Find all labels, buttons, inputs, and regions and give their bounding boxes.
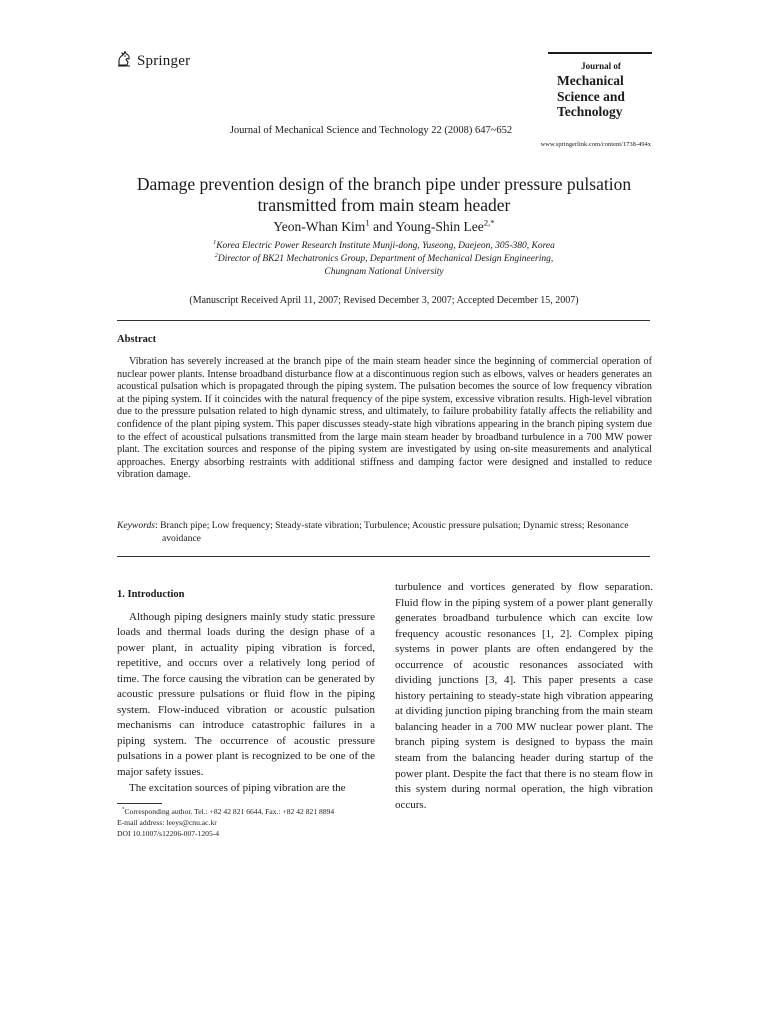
journal-masthead	[548, 52, 652, 120]
affiliations	[0, 240, 768, 279]
author-separator: and	[369, 219, 396, 234]
affiliation-2	[0, 253, 768, 266]
journal-url[interactable]: www.springerlink.com/content/1738-494x	[540, 141, 651, 148]
manuscript-dates: (Manuscript Received April 11, 2007; Revised December 3, 2007; Accepted December 15, 2007)	[189, 295, 579, 306]
footnote-text: Corresponding author. Tel.: +82 42 821 6644, Fax.: +82 42 821 8894	[124, 807, 335, 816]
journal-name	[548, 73, 652, 120]
author-affil-mark: 2,*	[483, 217, 495, 228]
journal-citation: Journal of Mechanical Science and Technology 22 (2008) 647~652	[229, 125, 513, 136]
affiliation-2-cont: Chungnam National University	[324, 267, 444, 277]
author-name: Yeon-Whan Kim	[273, 219, 366, 234]
footnote-mark: *	[122, 807, 125, 813]
right-column	[395, 580, 653, 813]
title-line: Damage prevention design of the branch pipe under pressure pulsation	[136, 174, 632, 194]
footnote-corresponding	[117, 806, 375, 817]
masthead-rule	[548, 52, 652, 54]
title-line: transmitted from main steam header	[257, 195, 511, 215]
author-name: Young-Shin Lee	[395, 219, 484, 234]
paragraph: turbulence and vortices generated by flow separation. Fluid flow in the piping system of a power plant generally generates broadband turbulence which can excite low frequency acoustic resonances [1, 2]. Complex piping systems in power plants are often endangered by the occurrence of acoustic resonances associated with dividing junctions [3, 4]. This paper presents a case history pertaining to steady-state high vibration appearing at dividing junction piping branching from the main steam balancing header in a 700 MW nuclear power plant. The branch piping system is designed to bypass the main steam from the balancing header during startup of the power plant. Despite the fact that there is no steam flow in this system during normal operation, the high vibration occurs.	[395, 581, 653, 811]
paragraph: Although piping designers mainly study static pressure loads and thermal loads during the design phase of a power plant, in actuality piping vibration is forced, repetitive, and occurs over a relatively long period of time. The force causing the vibration can be generated by acoustic pressure pulsations or fluid flow in the piping system. Flow-induced vibration or acoustic pulsation mechanisms can introduce catastrophic failures in a piping system. The occurrence of acoustic pressure pulsations in a power plant is recognized to be one of the major safety issues.	[117, 610, 375, 779]
divider	[117, 320, 650, 321]
affil-text: Director of BK21 Mechatronics Group, Department of Mechanical Design Engineering,	[217, 254, 554, 264]
left-column	[117, 587, 375, 796]
author-list	[0, 219, 768, 235]
footnote-rule	[117, 803, 162, 804]
affil-mark: 2	[214, 252, 218, 259]
affil-mark: 1	[213, 239, 217, 246]
keywords-label: Keywords	[117, 520, 156, 531]
section-heading: 1. Introduction	[117, 589, 185, 600]
author-affil-mark: 1	[365, 217, 370, 228]
footnotes	[117, 806, 375, 839]
journal-name-line: Mechanical	[557, 73, 624, 88]
affiliation-1	[0, 240, 768, 253]
paper-title	[100, 174, 668, 216]
publisher-name: Springer	[137, 52, 191, 69]
journal-name-line: Science and	[557, 88, 625, 104]
divider	[117, 556, 650, 557]
journal-name-line: Technology	[557, 104, 623, 119]
keywords-list: : Branch pipe; Low frequency; Steady-state vibration; Turbulence; Acoustic pressure pulsation; Dynamic stress; Resonance avoidance	[155, 520, 629, 544]
abstract-text: Vibration has severely increased at the branch pipe of the main steam header since the beginning of commercial operation of nuclear power plants. Intense broadband disturbance flow at a discontinuous region such as elbows, valves or headers generates an acoustical pulsation which is propagated through the piping system. The pulsation becomes the source of low frequency vibration at the piping system. If it coincides with the natural frequency of the pipe system, excessive vibration results. High-level vibration due to the pressure pulsation related to high dynamic stress, and ultimately, to failure probability fatally affects the reliability and confidence of the plant piping system. This paper discusses steady-state high vibrations appearing in the branch piping system due to the effect of acoustical pulsations transmitted from the large main steam header by broadband turbulence in a 700 MW power plant. The excitation sources and response of the piping system are investigated by using on-site measurements and analytical approaches. Energy absorbing restraints with additional stiffness and damping factor were designed and installed to reduce vibration damage.	[117, 356, 652, 481]
footnote-doi: DOI 10.1007/s12206-007-1205-4	[117, 829, 220, 838]
abstract-heading: Abstract	[117, 334, 157, 345]
publisher-logo	[116, 50, 190, 72]
paragraph: The excitation sources of piping vibration are the	[129, 781, 346, 794]
keywords	[117, 520, 652, 545]
journal-of-label: Journal of	[581, 61, 621, 71]
footnote-email: E-mail address: leeys@cnu.ac.kr	[117, 818, 217, 827]
springer-knight-icon	[116, 50, 132, 72]
affil-text: Korea Electric Power Research Institute Munji-dong, Yuseong, Daejeon, 305-380, Korea	[216, 241, 555, 251]
